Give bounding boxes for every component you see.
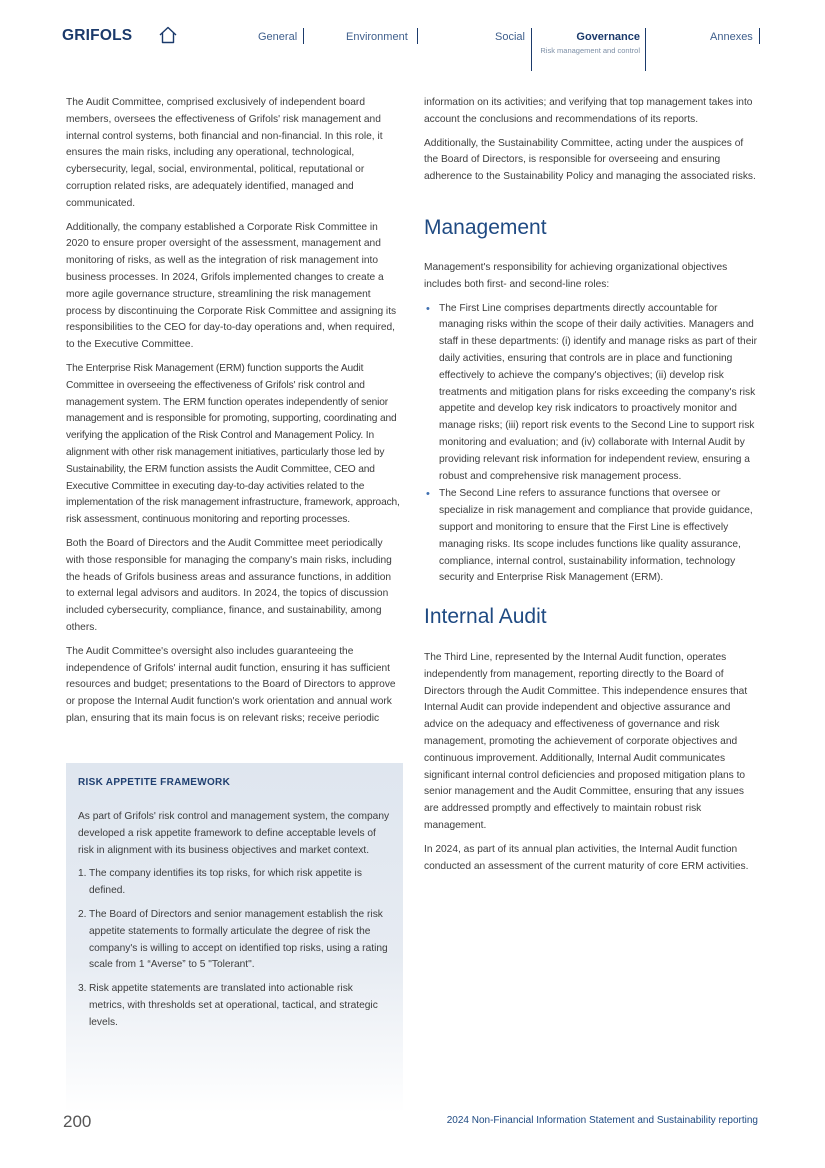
nav-social[interactable]: Social <box>495 31 525 43</box>
step-number: 2. <box>78 908 87 920</box>
internal-audit-section <box>424 650 760 882</box>
management-section <box>424 260 760 588</box>
nav-annexes[interactable]: Annexes <box>710 31 753 43</box>
grifols-logo[interactable]: GRIFOLS <box>62 27 133 44</box>
bullet-text-second-line: The Second Line refers to assurance functions that oversee or specialize in risk management and compliance that provide guidance, support and monitoring to ensure that the First Line is effectively managing risks. Its scope includes functions like quality assurance, compliance, internal control, sustainability information, technology security and Enterprise Risk Management (ERM). <box>439 488 753 584</box>
paragraph-audit-committee: The Audit Committee, comprised exclusively of independent board members, oversees the effectiveness of Grifols' risk management and internal control systems, both financial and non-financial. In this role, it ensures the main risks, including any operational, technological, cybersecurity, legal, social, environmental, political, reputational or corruption related risks, are adequately identified, managed and communicated. <box>66 97 383 209</box>
page-number: 200 <box>63 1112 92 1131</box>
nav-divider <box>303 28 304 44</box>
step-number: 3. <box>78 983 87 995</box>
home-icon[interactable] <box>158 25 178 45</box>
step-text: The Board of Directors and senior management establish the risk appetite statements to formally articulate the degree of risk the company's is willing to accept on identified top risks, using a rating scale from 1 “Averse” to 5 "Tolerant". <box>89 908 388 971</box>
paragraph-third-line: The Third Line, represented by the Internal Audit function, operates independently from management, reporting directly to the Board of Directors through the Audit Committee. This independence ensures that Internal Audit can provide independent and objective assurance and advice on the adequacy and effectiveness of governance and risk management, promoting the achievement of corporate objectives and continuous improvement. Additionally, Internal Audit communicates significant internal control deficiencies and proposed mitigation plans to senior management and the Audit Committee, ensuring that any issues are addressed promptly and effectively to maintain robust risk management. <box>424 652 748 831</box>
paragraph-sustainability-committee: Additionally, the Sustainability Committee, acting under the auspices of the Board of Directors, is responsible for overseeing and ensuring adherence to the Sustainability Policy and managing the associated risks. <box>424 137 756 183</box>
nav-divider <box>645 28 646 71</box>
bullet-text-first-line: The First Line comprises departments directly accountable for managing risks within the scope of their daily activities. Managers and staff in these departments: (i) identify and manage risks as part of their daily activities, ensuring that controls are in place and functioning effectively to achieve the company's objectives; (ii) develop risk treatments and mitigation plans for risks exceeding the company's risk appetite and develop key risk indicators to proactively monitor and manage risks; (iii) report risk events to the Second Line to support risk monitoring and evaluation; and (iv) collaborate with Internal Audit by providing relevant risk information for independent review, ensuring a robust and comprehensive risk management process. <box>439 302 758 482</box>
risk-appetite-framework-title: RISK APPETITE FRAMEWORK <box>78 777 231 788</box>
list-item <box>424 301 760 486</box>
nav-environment[interactable]: Environment <box>346 31 408 43</box>
step-text: The company identifies its top risks, for which risk appetite is defined. <box>89 868 362 897</box>
risk-appetite-framework-body <box>78 809 390 1039</box>
risk-appetite-framework-box <box>66 763 403 1113</box>
nav-governance-label: Governance <box>576 31 640 43</box>
step-number: 1. <box>78 868 87 880</box>
list-item <box>78 866 390 900</box>
nav-general[interactable]: General <box>258 31 298 43</box>
nav-divider <box>531 28 532 71</box>
paragraph-erm-assessment: In 2024, as part of its annual plan activities, the Internal Audit function conducted an assessment of the current maturity of core ERM activities. <box>424 843 749 872</box>
nav-divider <box>759 28 760 44</box>
management-heading: Management <box>424 216 547 239</box>
nav-governance[interactable] <box>540 31 640 55</box>
paragraph-board-meetings: Both the Board of Directors and the Audit Committee meet periodically with those responsible for managing the company's main risks, including the heads of Grifols business areas and assurance functions, in addition to external legal advisors and auditors. In 2024, the topics of discussion included cybersecurity, compliance, finance, and sustainability, among others. <box>66 537 392 633</box>
left-column <box>66 95 402 735</box>
bullet-icon: • <box>426 488 430 501</box>
report-title: 2024 Non-Financial Information Statement and Sustainability reporting <box>446 1115 758 1126</box>
management-bullet-list <box>424 301 760 588</box>
risk-appetite-intro: As part of Grifols' risk control and management system, the company developed a risk appetite framework to define acceptable levels of risk in alignment with its business objectives and market context. <box>78 811 390 856</box>
management-intro: Management's responsibility for achieving organizational objectives includes both first- and second-line roles: <box>424 262 728 290</box>
list-item <box>78 981 390 1031</box>
nav-divider <box>417 28 418 44</box>
internal-audit-heading: Internal Audit <box>424 605 547 628</box>
list-item <box>78 907 390 974</box>
paragraph-audit-oversight: The Audit Committee's oversight also includes guaranteeing the independence of Grifols' internal audit function, ensuring it has sufficient resources and budget; presentations to the Board of Directors to approve or propose the Internal Audit function's work orientation and annual work plan, ensuring that its main focus is on relevant risks; receive periodic <box>66 645 396 724</box>
bullet-icon: • <box>426 302 430 315</box>
paragraph-audit-continued: information on its activities; and verifying that top management takes into account the conclusions and recommendations of its reports. <box>424 97 753 125</box>
nav-governance-subsection[interactable]: Risk management and control <box>540 46 640 55</box>
list-item <box>424 486 760 587</box>
right-column-top <box>424 95 760 193</box>
step-text: Risk appetite statements are translated into actionable risk metrics, with thresholds set at operational, tactical, and strategic levels. <box>89 983 378 1028</box>
paragraph-erm-function: The Enterprise Risk Management (ERM) function supports the Audit Committee in overseeing the effectiveness of Grifols' risk control and management system. The ERM function operates independently of senior management and is responsible for promoting, supporting, coordinating and verifying the application of the Risk Control and Management Policy. In alignment with other risk management initiatives, particularly those led by Sustainability, the ERM function assists the Audit Committee, CEO and Executive Committee in executing day-to-day activities related to the implementation of the risk management infrastructure, framework, approach, risk assessment, continuous monitoring and reporting processes. <box>66 362 400 526</box>
risk-appetite-steps <box>78 866 390 1031</box>
paragraph-corporate-risk-committee: Additionally, the company established a Corporate Risk Committee in 2020 to ensure proper oversight of the assessment, management and monitoring of risks, as well as the integration of risk management into business processes. In 2024, Grifols implemented changes to create a more agile governance structure, streamlining the risk management process by discontinuing the Corporate Risk Committee and assigning its responsibilities to the CEO for day-to-day operations and, when required, to the Executive Committee. <box>66 221 397 351</box>
